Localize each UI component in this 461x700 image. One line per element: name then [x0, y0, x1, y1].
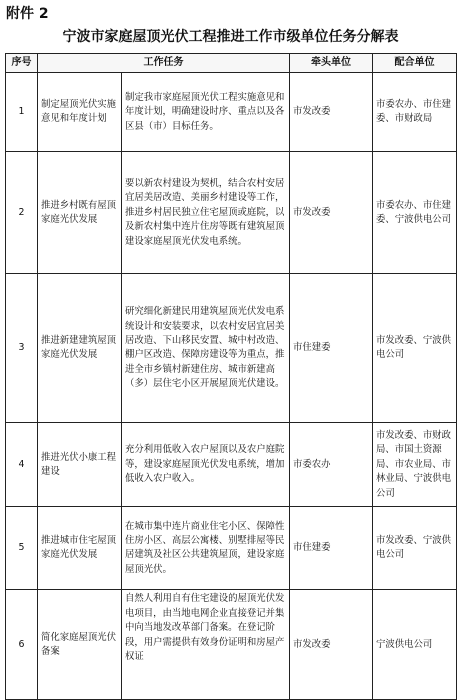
lead-unit: 市发改委	[290, 590, 373, 700]
header-lead-unit: 牵头单位	[290, 54, 373, 73]
document-title: 宁波市家庭屋顶光伏工程推进工作市级单位任务分解表	[62, 29, 399, 45]
task-name: 简化家庭屋顶光伏备案	[38, 590, 122, 700]
cooperating-units: 宁波供电公司	[373, 590, 457, 700]
row-number: 5	[6, 507, 38, 590]
row-number: 6	[6, 590, 38, 700]
table-row	[6, 507, 457, 590]
cooperating-units: 市委农办、市住建委、市财政局	[373, 73, 457, 152]
task-content: 研究细化新建民用建筑屋顶光伏发电系统设计和安装要求，以农村安居宜居美居改造、下山移民安置、城中村改造、棚户区改造、保障房建设等为重点，推进全市乡镇村新建住房、城市新建高（多）层住宅小区开展屋顶光伏建设。	[122, 274, 290, 423]
table-row	[6, 73, 457, 152]
task-name: 推进乡村既有屋顶家庭光伏发展	[38, 152, 122, 274]
lead-unit: 市发改委	[290, 152, 373, 274]
task-name: 制定屋顶光伏实施意见和年度计划	[38, 73, 122, 152]
row-number: 3	[6, 274, 38, 423]
task-content: 制定我市家庭屋顶光伏工程实施意见和年度计划，明确建设时序、重点以及各区县（市）目标任务。	[122, 73, 290, 152]
row-number: 4	[6, 423, 38, 507]
lead-unit: 市住建委	[290, 274, 373, 423]
table-row	[6, 590, 457, 700]
cooperating-units: 市发改委、宁波供电公司	[373, 507, 457, 590]
row-number: 1	[6, 73, 38, 152]
header-task: 工作任务	[38, 54, 290, 73]
header-coop-unit: 配合单位	[373, 54, 457, 73]
lead-unit: 市住建委	[290, 507, 373, 590]
header-no: 序号	[6, 54, 38, 73]
lead-unit: 市发改委	[290, 73, 373, 152]
task-name: 推进城市住宅屋顶家庭光伏发展	[38, 507, 122, 590]
task-table	[5, 53, 457, 700]
task-content: 自然人利用自有住宅建设的屋顶光伏发电项目，由当地电网企业直接登记并集中向当地发改革部门备案。在登记阶段，用户需提供有效身份证明和房屋产权证	[122, 590, 290, 700]
task-content: 要以新农村建设为契机，结合农村安居宜居美居改造、美丽乡村建设等工作，推进乡村居民独立住宅屋顶或庭院，以及新农村集中连片住房等既有建筑屋顶建设家庭屋顶光伏发电系统。	[122, 152, 290, 274]
cooperating-units: 市委农办、市住建委、宁波供电公司	[373, 152, 457, 274]
task-content: 充分利用低收入农户屋顶以及农户庭院等，建设家庭屋顶光伏发电系统，增加低收入农户收入。	[122, 423, 290, 507]
task-name: 推进新建建筑屋顶家庭光伏发展	[38, 274, 122, 423]
row-number: 2	[6, 152, 38, 274]
task-content: 在城市集中连片商业住宅小区、保障性住房小区、高层公寓楼、别墅排屋等民居建筑及社区公共建筑屋顶，建设家庭屋顶光伏。	[122, 507, 290, 590]
table-header-row	[6, 54, 457, 73]
attachment-label: 附件 2	[6, 6, 49, 22]
table-row	[6, 274, 457, 423]
table-row	[6, 152, 457, 274]
cooperating-units: 市发改委、宁波供电公司	[373, 274, 457, 423]
lead-unit: 市委农办	[290, 423, 373, 507]
task-name: 推进光伏小康工程建设	[38, 423, 122, 507]
table-row	[6, 423, 457, 507]
cooperating-units: 市发改委、市财政局、市国土资源局、市农业局、市林业局、宁波供电公司	[373, 423, 457, 507]
